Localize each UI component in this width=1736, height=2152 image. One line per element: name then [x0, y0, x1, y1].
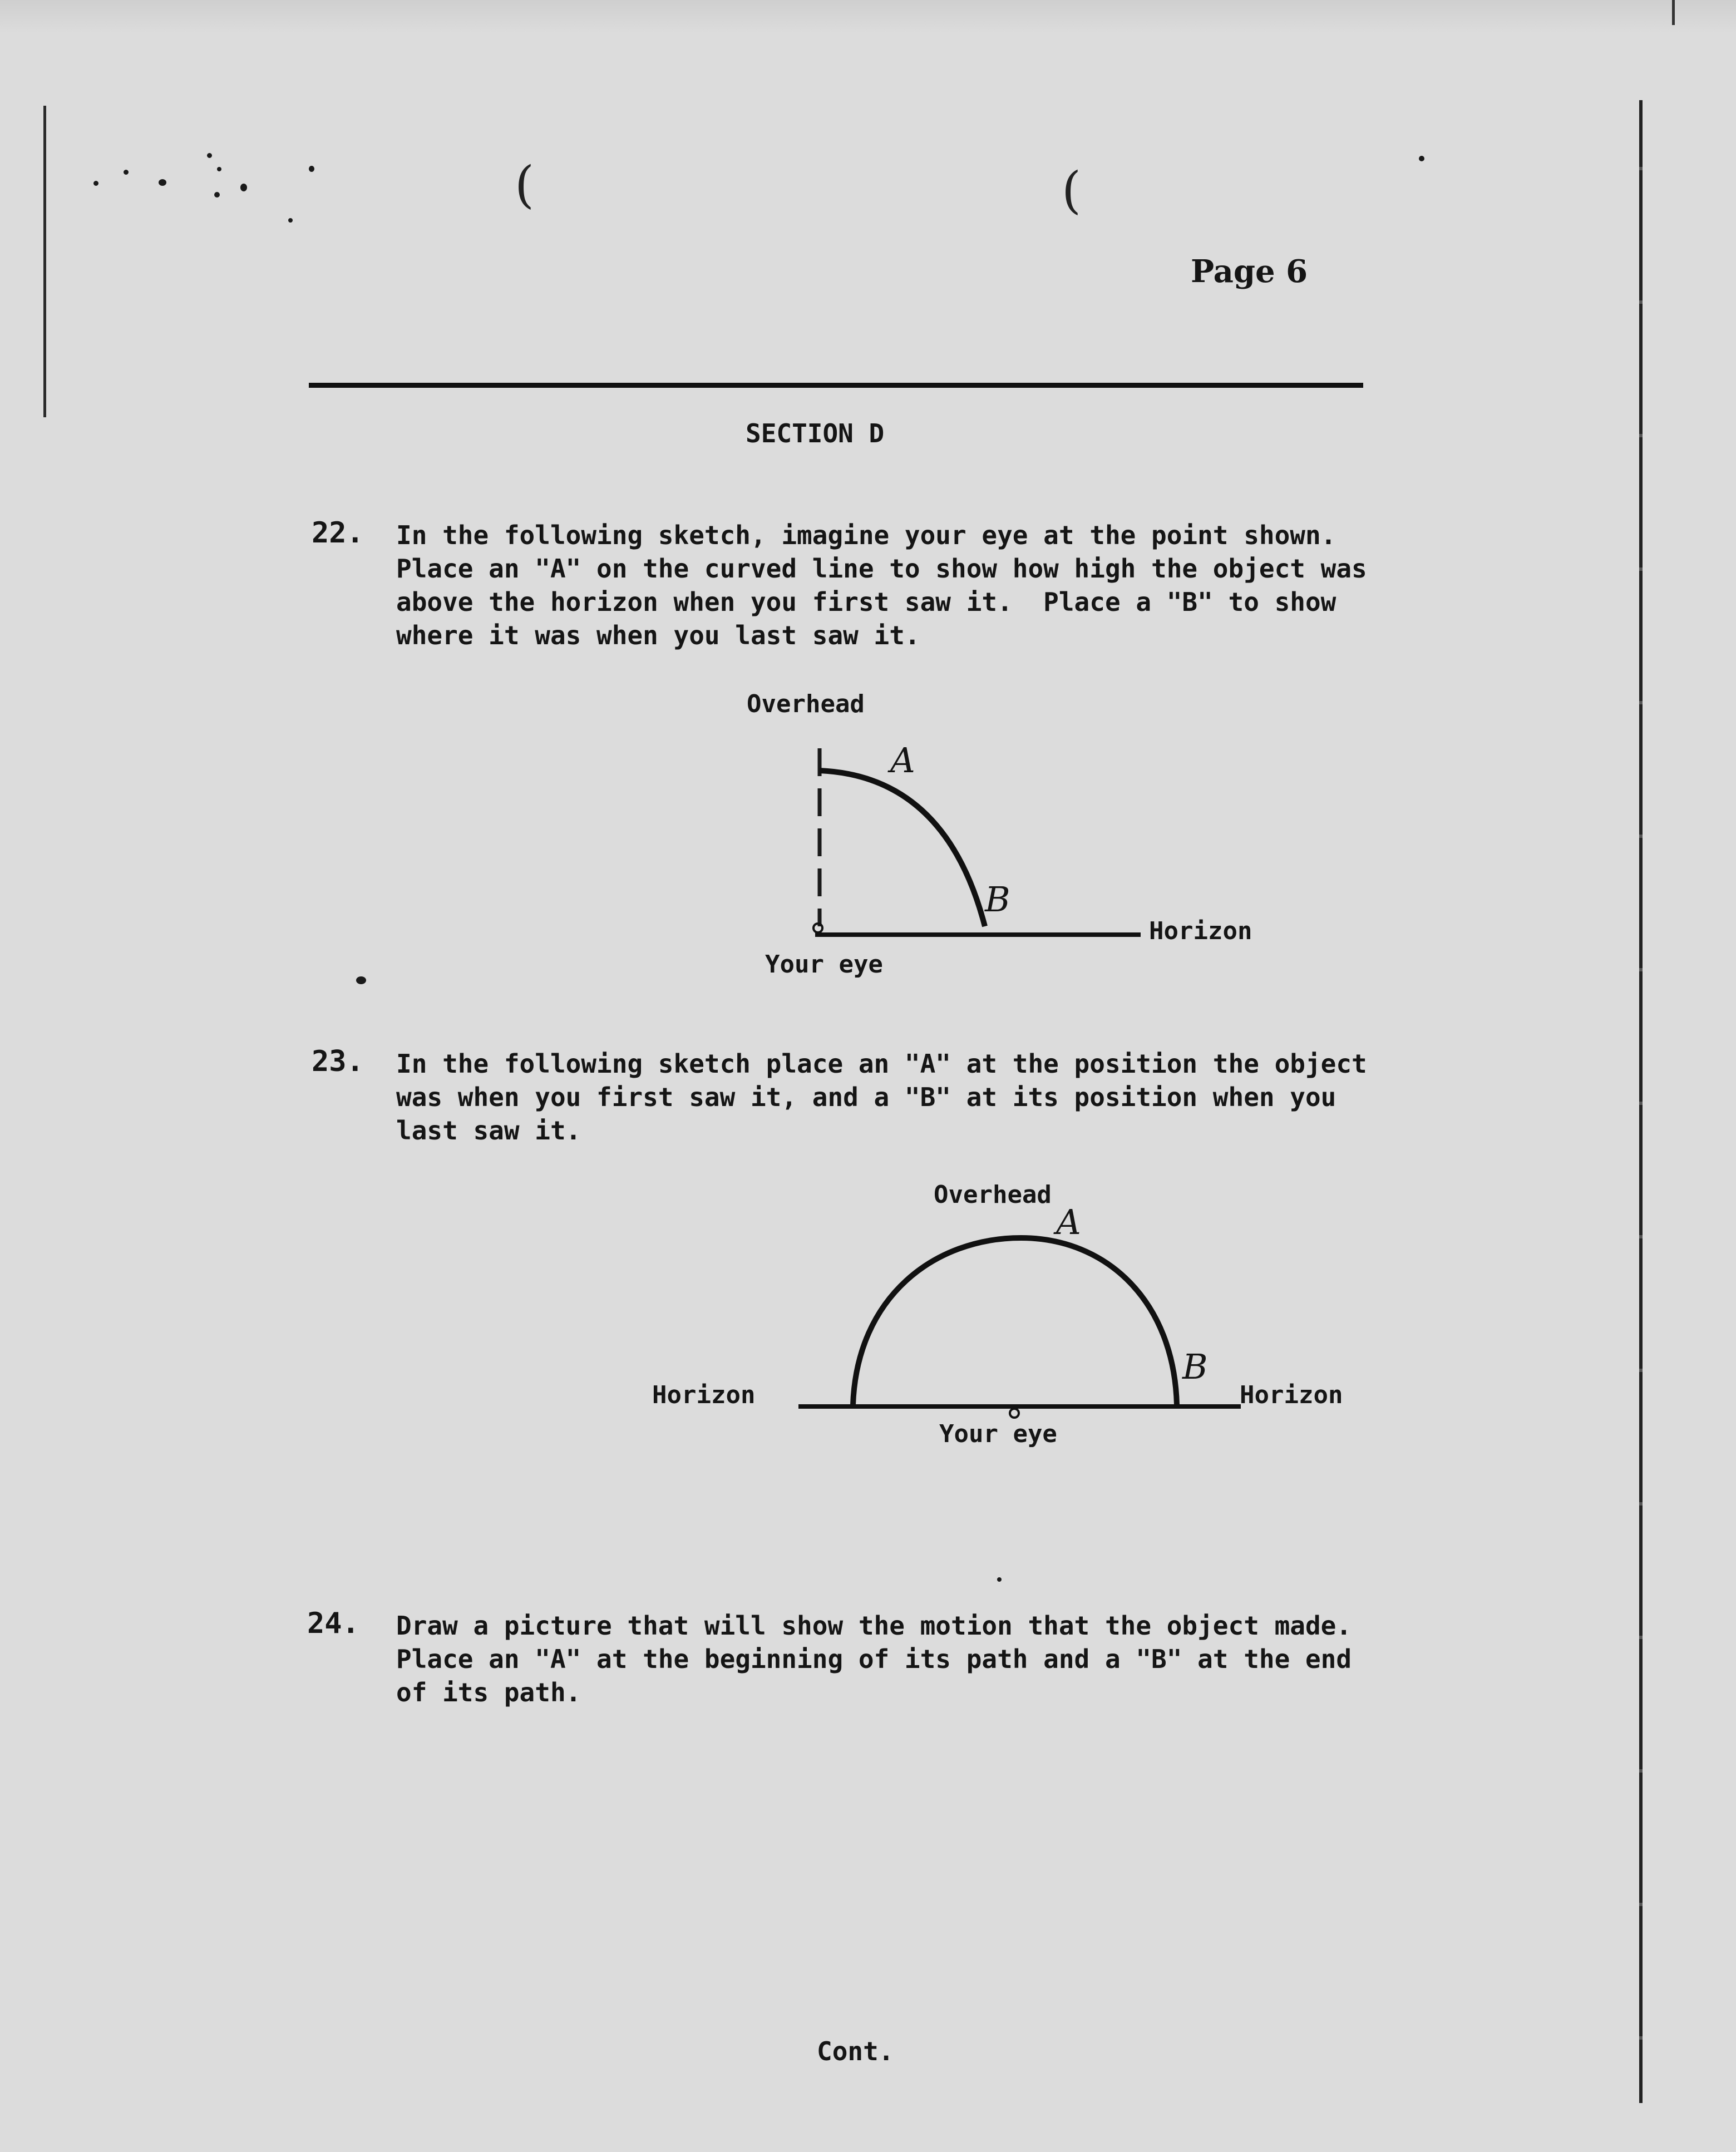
question-line: last saw it.: [396, 1116, 581, 1146]
question-line: above the horizon when you first saw it. Place a "B" to show: [396, 587, 1336, 617]
eye-label: Your eye: [939, 1420, 1057, 1448]
section-title: SECTION D: [746, 418, 885, 448]
scan-mark: (: [515, 156, 535, 214]
question-line: where it was when you last saw it.: [396, 620, 920, 650]
eye-label: Your eye: [765, 950, 883, 979]
horizon-label: Horizon: [1149, 917, 1252, 945]
page-number: Page 6: [1191, 253, 1308, 290]
overhead-label: Overhead: [747, 690, 865, 718]
eye-point: [1010, 1409, 1019, 1418]
question-23-number: 23.: [312, 1045, 364, 1078]
question-24-number: 24.: [307, 1607, 359, 1640]
horizon-left-label: Horizon: [652, 1381, 756, 1409]
question-line: Draw a picture that will show the motion that the object made.: [396, 1611, 1352, 1641]
overhead-label: Overhead: [934, 1181, 1052, 1209]
handwritten-mark-b: B: [985, 879, 1010, 920]
question-line: was when you first saw it, and a "B" at its position when you: [396, 1082, 1336, 1112]
question-line: Place an "A" on the curved line to show how high the object was: [396, 554, 1367, 584]
question-22-number: 22.: [312, 516, 364, 550]
continued-label: Cont.: [817, 2036, 894, 2066]
question-line: Place an "A" at the beginning of its path and a "B" at the end: [396, 1644, 1352, 1674]
handwritten-mark-a: A: [890, 740, 915, 781]
semicircle-arc: [853, 1238, 1177, 1405]
question-line: of its path.: [396, 1677, 581, 1707]
question-line: In the following sketch place an "A" at the position the object: [396, 1049, 1367, 1079]
handwritten-mark-b: B: [1182, 1346, 1208, 1387]
scan-mark: (: [1062, 161, 1082, 220]
horizon-right-label: Horizon: [1240, 1381, 1343, 1409]
question-line: In the following sketch, imagine your eye at the point shown.: [396, 520, 1336, 550]
handwritten-mark-a: A: [1056, 1202, 1081, 1242]
